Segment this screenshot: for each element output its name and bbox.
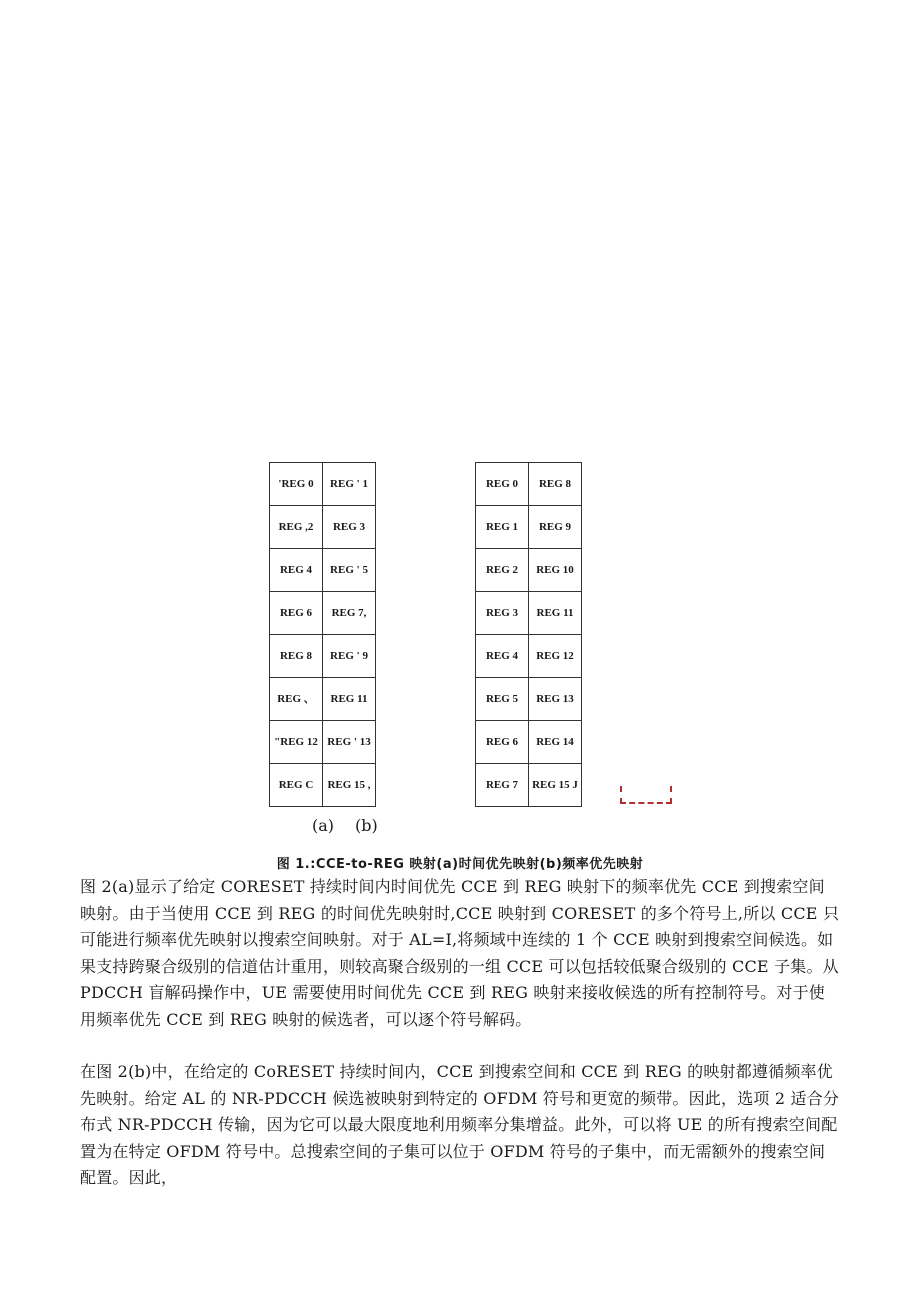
reg-cell: REG 2 [476, 549, 529, 592]
grid-row [476, 678, 582, 721]
reg-cell: REG ,2 [270, 506, 323, 549]
grid-row [270, 549, 376, 592]
reg-cell: REG 6 [476, 721, 529, 764]
grid-row [270, 506, 376, 549]
reg-cell: REG 10 [529, 549, 582, 592]
reg-cell: REG ' 5 [323, 549, 376, 592]
reg-cell: REG 15 J [529, 764, 582, 807]
reg-cell: REG ' 1 [323, 463, 376, 506]
grid-row [270, 463, 376, 506]
grid-row [476, 506, 582, 549]
paragraph-text: 图 2(a)显示了给定 CORESET 持续时间内时间优先 CCE 到 REG 映射下的频率优先 CCE 到搜索空间映射。由于当使用 CCE 到 REG 的时间优先映射时,CCE 映射到 CORESET 的多个符号上,所以 CCE 只可能进行频率优先映射以搜索空间映射。对于 AL=I,将频域中连续的 1 个 CCE 映射到搜索空间候选。如果支持跨聚合级别的信道估计重用，则较高聚合级别的一组 CCE 可以包括较低聚合级别的 CCE 子集。从 PDCCH 盲解码操作中，UE 需要使用时间优先 CCE 到 REG 映射来接收候选的所有控制符号。对于使用频率优先 CCE 到 REG 映射的候选者，可以逐个符号解码。 [80, 877, 840, 1029]
reg-cell: "REG 12 [270, 721, 323, 764]
reg-cell: REG 15 , [323, 764, 376, 807]
reg-cell: REG 5 [476, 678, 529, 721]
grid-row [270, 635, 376, 678]
grid-row [476, 549, 582, 592]
body-paragraph-1 [80, 874, 840, 1033]
dashed-marker-box [620, 786, 672, 804]
grid-row [476, 463, 582, 506]
reg-cell: REG 13 [529, 678, 582, 721]
reg-cell: REG 、 [270, 678, 323, 721]
reg-cell: REG C [270, 764, 323, 807]
frequency-first-mapping-grid [475, 462, 582, 807]
reg-cell: REG 8 [270, 635, 323, 678]
reg-cell: REG 0 [476, 463, 529, 506]
grid-row [270, 592, 376, 635]
grid-row [270, 764, 376, 807]
reg-cell: 'REG 0 [270, 463, 323, 506]
reg-cell: REG 14 [529, 721, 582, 764]
grid-row [270, 678, 376, 721]
reg-cell: REG 11 [529, 592, 582, 635]
grid-row [476, 635, 582, 678]
reg-cell: REG 11 [323, 678, 376, 721]
reg-cell: REG 7, [323, 592, 376, 635]
body-paragraph-2 [80, 1059, 840, 1192]
paragraph-text: 在图 2(b)中，在给定的 CoRESET 持续时间内，CCE 到搜索空间和 CCE 到 REG 的映射都遵循频率优先映射。给定 AL 的 NR-PDCCH 候选被映射到特定的 OFDM 符号和更宽的频带。因此，选项 2 适合分布式 NR-PDCCH 传输，因为它可以最大限度地利用频率分集增益。此外，可以将 UE 的所有搜索空间配置为在特定 OFDM 符号中。总搜索空间的子集可以位于 OFDM 符号的子集中，而无需额外的搜索空间配置。因此， [80, 1062, 840, 1187]
grid-row [270, 721, 376, 764]
reg-cell: REG ' 13 [323, 721, 376, 764]
reg-cell: REG 4 [476, 635, 529, 678]
time-first-mapping-grid [269, 462, 376, 807]
grid-row [476, 592, 582, 635]
reg-cell: REG ' 9 [323, 635, 376, 678]
reg-cell: REG 6 [270, 592, 323, 635]
subfigure-label-a: (a) [312, 816, 335, 835]
reg-cell: REG 3 [323, 506, 376, 549]
subfigure-label-b: (b) [355, 816, 378, 835]
reg-cell: REG 9 [529, 506, 582, 549]
reg-cell: REG 1 [476, 506, 529, 549]
reg-cell: REG 12 [529, 635, 582, 678]
figure-caption: 图 1.:CCE-to-REG 映射(a)时间优先映射(b)频率优先映射 [276, 857, 644, 872]
grid-row [476, 764, 582, 807]
reg-cell: REG 4 [270, 549, 323, 592]
reg-cell: REG 7 [476, 764, 529, 807]
reg-cell: REG 8 [529, 463, 582, 506]
reg-cell: REG 3 [476, 592, 529, 635]
grid-row [476, 721, 582, 764]
